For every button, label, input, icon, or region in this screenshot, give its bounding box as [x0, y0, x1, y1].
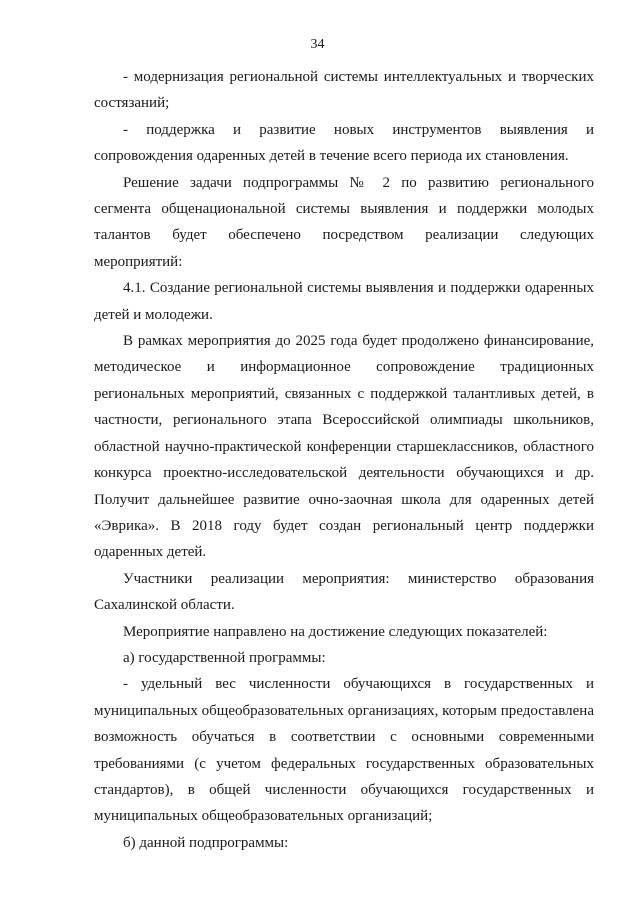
paragraph-share-of-students: - удельный вес численности обучающихся в государственных и муниципальных общеобразовательных организациях, которым предоставлена возможность обучаться в соответствии с основными современными требованиями (с учетом федеральных государственных образовательных стандартов), в общей численности обучающихся государственных и муниципальных общеобразовательных организаций;: [94, 676, 594, 825]
paragraph-participants: Участники реализации мероприятия: министерство образования Сахалинской области.: [94, 570, 594, 614]
page-number: 34: [310, 37, 325, 52]
paragraph-state-program: а) государственной программы:: [123, 649, 326, 666]
paragraph-indicators-intro: Мероприятие направлено на достижение следующих показателей:: [123, 623, 548, 640]
paragraph-activity-description: В рамках мероприятия до 2025 года будет продолжено финансирование, методическое и информационное сопровождение традиционных региональных мероприятий, связанных с поддержкой талантливых детей, в частности, регионального этапа Всероссийской олимпиады школьников, областной научно-практической конференции старшеклассников, областного конкурса проектно-исследовательской деятельности обучающихся и др. Получит дальнейшее развитие очно-заочная школа для одаренных детей «Эврика». В 2018 году будет создан региональный центр поддержки одаренных детей.: [94, 333, 594, 561]
paragraph-subprogram: б) данной подпрограммы:: [123, 834, 289, 851]
paragraph-task-solution: Решение задачи подпрограммы № 2 по развитию регионального сегмента общенациональной системы выявления и поддержки молодых талантов будет обеспечено посредством реализации следующих мероприятий:: [94, 174, 594, 270]
document-body: [94, 64, 594, 856]
paragraph-section-4-1: 4.1. Создание региональной системы выявления и поддержки одаренных детей и молодежи.: [94, 280, 594, 323]
paragraph-support-tools: - поддержка и развитие новых инструментов выявления и сопровождения одаренных детей в течение всего периода их становления.: [94, 121, 594, 165]
paragraph-modernization: - модернизация региональной системы интеллектуальных и творческих состязаний;: [94, 69, 594, 112]
